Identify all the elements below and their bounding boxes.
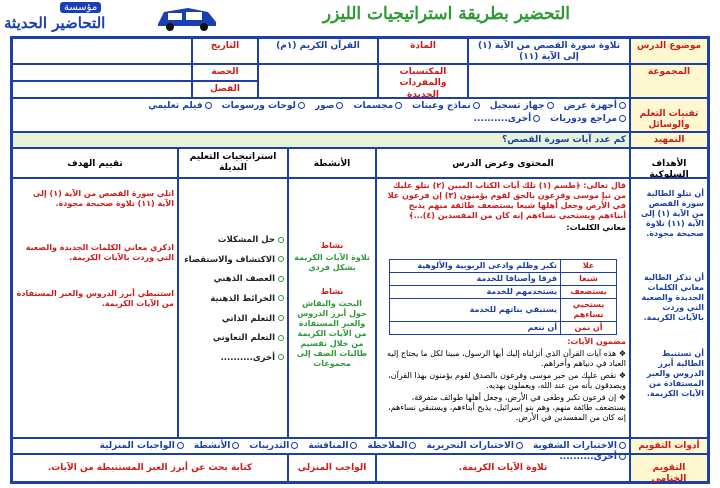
option-label: الملاحظة bbox=[367, 441, 408, 451]
option-label: الاختبارات الشفوية bbox=[532, 441, 617, 451]
assessment-option-4[interactable] bbox=[308, 441, 357, 452]
vocab-word: يستحيي نساءهم bbox=[561, 299, 617, 322]
vocab-title: معاني الكلمات: bbox=[566, 223, 626, 232]
strategy-option-2[interactable] bbox=[182, 255, 284, 266]
option-label: مجسمات bbox=[353, 101, 394, 111]
tools-options bbox=[12, 98, 630, 132]
page-header bbox=[0, 0, 720, 36]
homework-value: كتابة بحث عن أبرز العبر المستنبطة من الآيات. bbox=[12, 454, 288, 482]
strategy-label: التعلم الذاتي bbox=[221, 313, 275, 324]
date-label: التاريخ bbox=[192, 38, 258, 64]
evaluation-2: اذكري معاني الكلمات الجديدة والصعبة التي وردت بالآيات الكريمة. bbox=[25, 243, 174, 262]
option-label: مراجع ودوريات bbox=[550, 114, 617, 125]
radio-circle-icon[interactable] bbox=[516, 442, 523, 449]
radio-circle-icon[interactable] bbox=[278, 354, 284, 360]
tool-option-3[interactable] bbox=[412, 101, 480, 112]
page-title: التحضير بطريقة استراتيجيات الليزر bbox=[322, 4, 570, 24]
strategy-label: التعلم التعاوني bbox=[212, 333, 275, 344]
tools-label: تقنيات التعلم والوسائل bbox=[630, 98, 708, 132]
vocab-meaning: فرقا وأصنافا للخدمة bbox=[390, 273, 561, 286]
activity-2-text: البحث والنقاش حول أبرز الدروس والعبر المستفادة من الآيات الكريمة من خلال تقسيم طالبات الصف إلى مجموعات bbox=[296, 299, 368, 368]
subject-label: المادة bbox=[378, 38, 468, 64]
verse-point-3: ❖ إن فرعون تكبر وطغى في الأرض، وجعل أهلها طوائف متفرقة، يستضعف طائفة منهم، وهم بنو إسرائيل، يذبح أبناءهم، ويستبقي نساءهم، إنه كان من المفسدين في الأرض. bbox=[388, 393, 626, 422]
vocab-row bbox=[390, 299, 617, 322]
vocab-word: أن نمن bbox=[561, 322, 617, 335]
objective-3: أن تستنبط الطالبة أبرز الدروس والعبر المستفادة من الآيات الكريمة. bbox=[646, 349, 704, 398]
vocab-meaning: يستخدمهم للخدمة bbox=[390, 286, 561, 299]
strategy-option-6[interactable] bbox=[182, 333, 284, 344]
radio-circle-icon[interactable] bbox=[278, 315, 284, 321]
lesson-topic-label: موضوع الدرس bbox=[630, 38, 708, 64]
tool-option-extra-1[interactable] bbox=[550, 114, 626, 125]
strategy-option-3[interactable] bbox=[182, 274, 284, 285]
radio-circle-icon[interactable] bbox=[409, 442, 416, 449]
option-label: نماذج وعينات bbox=[412, 101, 471, 111]
option-label: الاختبارات التحريرية bbox=[426, 441, 514, 451]
verses-title: مضمون الآيات: bbox=[567, 337, 626, 346]
radio-circle-icon[interactable] bbox=[278, 295, 284, 301]
vocab-row bbox=[390, 260, 617, 273]
activity-1-title: نشاط bbox=[320, 241, 344, 250]
class-field[interactable] bbox=[12, 81, 192, 98]
radio-circle-icon[interactable] bbox=[298, 102, 305, 109]
activity-1-text: تلاوة الآيات الكريمة بشكل فردي bbox=[294, 253, 370, 272]
option-label: جهاز تسجيل bbox=[489, 101, 545, 111]
vocab-word: شيعا bbox=[561, 273, 617, 286]
option-label: أخرى.......... bbox=[559, 452, 617, 463]
assessment-option-3[interactable] bbox=[367, 441, 416, 452]
strategy-label: العصف الذهني bbox=[213, 274, 275, 285]
radio-circle-icon[interactable] bbox=[278, 276, 284, 282]
header-activities: الأنشطة bbox=[288, 148, 376, 178]
class-label: الفصل bbox=[192, 81, 258, 98]
strategy-option-7[interactable] bbox=[182, 353, 284, 364]
verse-point-2-text: نقص عليك من خبر موسى وفرعون بالصدق لقوم يؤمنون بهذا القرآن، ويصدقون بأنه من عند الله، ويعملون بهديه. bbox=[388, 371, 626, 390]
vocab-row bbox=[390, 322, 617, 335]
vocab-field[interactable] bbox=[258, 64, 378, 98]
option-label: صور bbox=[314, 101, 335, 111]
strategy-label: الخرائط الذهنية bbox=[210, 293, 275, 304]
tool-option-6[interactable] bbox=[222, 101, 305, 112]
vocab-row bbox=[390, 286, 617, 299]
option-label: التدريبات bbox=[249, 441, 290, 451]
strategy-label: أخرى.......... bbox=[220, 352, 275, 363]
period-label: الحصة bbox=[192, 64, 258, 81]
tools-row-2 bbox=[16, 114, 626, 125]
option-label: المناقشة bbox=[308, 441, 349, 451]
vocab-row bbox=[390, 273, 617, 286]
tool-option-4[interactable] bbox=[353, 101, 402, 112]
option-label: أجهزة عرض bbox=[563, 101, 617, 111]
strategy-label: حل المشكلات bbox=[217, 235, 275, 245]
vocab-meaning: يستبقي بناتهم للخدمة bbox=[390, 299, 561, 322]
header-content: المحتوى وعرض الدرس bbox=[376, 148, 630, 178]
verse-point-1: ❖ هذه آيات القرآن الذي أنزلناه إليك أيها الرسول، مبينا لكل ما يحتاج إليه العباد في دنياهم وأخراهم. bbox=[386, 349, 626, 368]
objective-1: أن تتلو الطالبة سورة القصص من الآية (١) إلى الآية (١١) تلاوة صحيحة مجودة. bbox=[640, 189, 704, 238]
strategies-column bbox=[178, 178, 288, 438]
radio-circle-icon[interactable] bbox=[619, 115, 626, 122]
final-label: التقويم الختامي bbox=[630, 454, 708, 482]
assessment-option-2[interactable] bbox=[426, 441, 522, 452]
strategy-option-4[interactable] bbox=[182, 294, 284, 305]
option-label: الأنشطة bbox=[193, 441, 231, 451]
subject-value: القرآن الكريم (١م) bbox=[258, 38, 378, 64]
vocab-meaning: أن ننعم bbox=[390, 322, 561, 335]
header-evaluation: تقييم الهدف bbox=[12, 148, 178, 178]
radio-circle-icon[interactable] bbox=[177, 442, 184, 449]
radio-circle-icon[interactable] bbox=[278, 256, 284, 262]
evaluation-column bbox=[12, 178, 178, 438]
assessment-option-1[interactable] bbox=[533, 441, 626, 452]
car-logo-icon bbox=[154, 2, 220, 32]
assessment-option-6[interactable] bbox=[194, 441, 240, 452]
vocab-table bbox=[389, 259, 617, 335]
logo-text: التحاضير الحديثة bbox=[4, 14, 106, 32]
assessment-label: أدوات التقويم bbox=[630, 438, 708, 454]
strategies-list bbox=[182, 235, 284, 363]
group-field[interactable] bbox=[468, 64, 630, 98]
intro-label: التمهيد bbox=[630, 132, 708, 148]
tool-option-2[interactable] bbox=[490, 101, 554, 112]
period-field[interactable] bbox=[12, 64, 192, 81]
date-field[interactable] bbox=[12, 38, 192, 64]
radio-circle-icon[interactable] bbox=[473, 102, 480, 109]
assessment-options bbox=[12, 438, 630, 463]
radio-circle-icon[interactable] bbox=[533, 115, 540, 122]
vocab-meaning: تكبر وظلم وادعى الربوبية والألوهية bbox=[390, 260, 561, 273]
radio-circle-icon[interactable] bbox=[350, 442, 357, 449]
header-strategies: استراتيجيات التعليم البديلة bbox=[178, 148, 288, 178]
assessment-option-7[interactable] bbox=[100, 441, 184, 452]
lesson-plan-sheet bbox=[10, 36, 710, 484]
final-value: تلاوة الآيات الكريمة. bbox=[376, 454, 630, 482]
verses-summary bbox=[380, 337, 626, 425]
option-label: الواجبات المنزلية bbox=[99, 441, 175, 451]
group-label: المجموعة bbox=[630, 64, 708, 98]
verse-point-1-text: هذه آيات القرآن الذي أنزلناه إليك أيها الرسول، مبينا لكل ما يحتاج إليه العباد في دنياهم وأخراهم. bbox=[386, 349, 626, 368]
intro-value: كم عدد آيات سورة القصص؟ bbox=[12, 132, 630, 148]
verse-point-3-text: إن فرعون تكبر وطغى في الأرض، وجعل أهلها طوائف متفرقة، يستضعف طائفة منهم، وهم بنو إسرائيل، يذبح أبناءهم، ويستبقي نساءهم، إنه كان من المفسدين في الأرض. bbox=[388, 393, 626, 422]
radio-circle-icon[interactable] bbox=[278, 237, 284, 243]
radio-circle-icon[interactable] bbox=[395, 102, 402, 109]
tool-option-extra-2[interactable] bbox=[474, 114, 541, 125]
radio-circle-icon[interactable] bbox=[205, 102, 212, 109]
tool-option-7[interactable] bbox=[148, 101, 211, 112]
evaluation-3: استنبطي أبرز الدروس والعبر المستفادة من الآيات الكريمة. bbox=[16, 289, 174, 308]
verse-point-2: ❖ نقص عليك من خبر موسى وفرعون بالصدق لقوم يؤمنون بهذا القرآن، ويصدقون بأنه من عند الله، ويعملون بهديه. bbox=[388, 371, 626, 390]
content-verse: قال تعالى: ﴿طسم (١) تلك آيات الكتاب المبين (٢) نتلو عليك من نبإ موسى وفرعون بالحق لقوم يؤمنون (٣) إن فرعون علا في الأرض وجعل أهلها شيعا يستضعف طائفة منهم يذبح أبناءهم ويستحيي نساءهم إنه كان من المفسدين (٤)...﴾ bbox=[387, 181, 626, 220]
activity-2-title: نشاط bbox=[320, 287, 344, 296]
vocab-label: المكتسبات والمفردات الجديدة bbox=[378, 64, 468, 98]
option-label: لوحات ورسومات bbox=[221, 101, 296, 111]
option-label: أخرى.......... bbox=[473, 114, 532, 125]
radio-circle-icon[interactable] bbox=[278, 335, 284, 341]
activities-column bbox=[288, 178, 376, 438]
content-column bbox=[376, 178, 630, 438]
lesson-topic-value: تلاوة سورة القصص من الآية (١) إلى الآية (١١) bbox=[468, 38, 630, 64]
strategy-option-1[interactable] bbox=[182, 235, 284, 246]
logo-subtitle: مؤسسة bbox=[60, 2, 101, 13]
tool-option-1[interactable] bbox=[564, 101, 626, 112]
evaluation-1: اتلي سورة القصص من الآية (١) إلى الآية (١١) تلاوة صحيحة مجودة. bbox=[32, 189, 174, 208]
option-label: فيلم تعليمي bbox=[148, 101, 203, 111]
assessment-option-5[interactable] bbox=[249, 441, 298, 452]
brand-logo bbox=[4, 2, 224, 34]
objectives-column bbox=[630, 178, 708, 438]
vocab-word: علا bbox=[561, 260, 617, 273]
header-objectives: الأهداف السلوكية bbox=[630, 148, 708, 178]
radio-circle-icon[interactable] bbox=[336, 102, 343, 109]
radio-circle-icon[interactable] bbox=[619, 102, 626, 109]
radio-circle-icon[interactable] bbox=[547, 102, 554, 109]
vocab-word: يستضعف bbox=[561, 286, 617, 299]
tool-option-5[interactable] bbox=[315, 101, 344, 112]
radio-circle-icon[interactable] bbox=[232, 442, 239, 449]
strategy-label: الاكتشاف والاستقصاء bbox=[184, 254, 275, 265]
radio-circle-icon[interactable] bbox=[619, 442, 626, 449]
homework-label: الواجب المنزلي bbox=[288, 454, 376, 482]
radio-circle-icon[interactable] bbox=[291, 442, 298, 449]
tools-row-1 bbox=[16, 101, 626, 112]
objective-2: أن تذكر الطالبة معاني الكلمات الجديدة والصعبة التي وردت بالآيات الكريمة. bbox=[641, 273, 704, 322]
strategy-option-5[interactable] bbox=[182, 314, 284, 325]
